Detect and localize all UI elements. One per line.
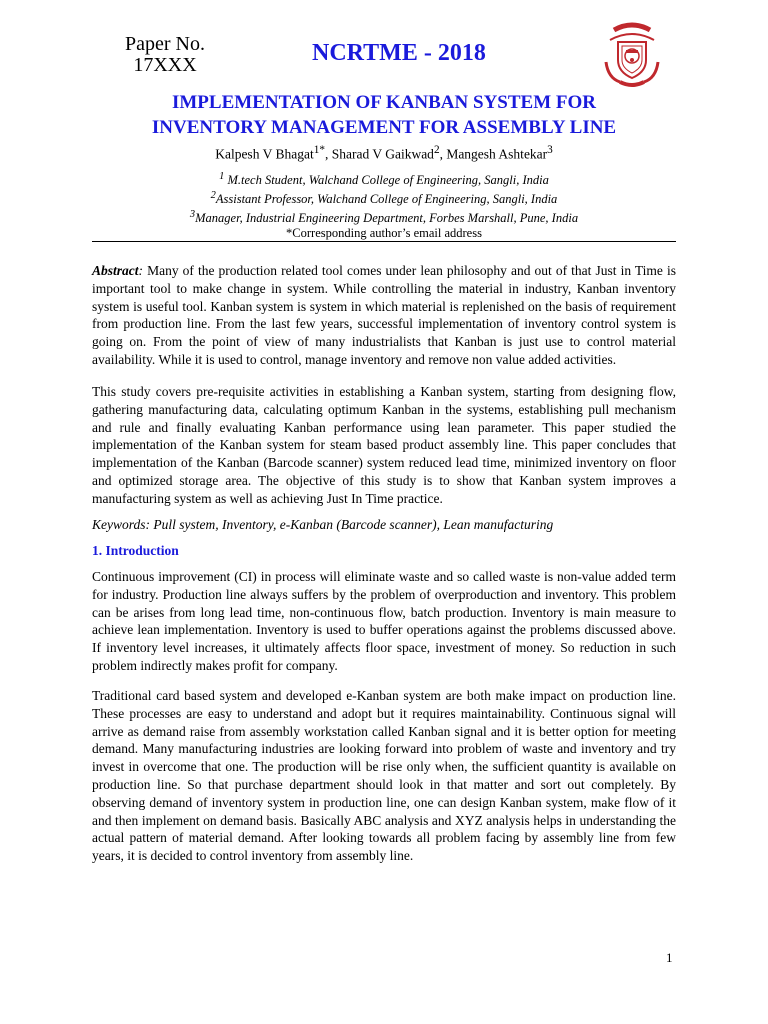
section-heading: 1. Introduction <box>92 543 179 558</box>
keywords: Keywords: Pull system, Inventory, e-Kanban (Barcode scanner), Lean manufacturing <box>92 517 554 532</box>
author-list <box>80 144 688 163</box>
affiliations <box>80 169 688 241</box>
author-affiliation-mark: 3 <box>547 144 553 156</box>
affiliation-mark: 3 <box>189 209 196 221</box>
abstract-colon: : <box>138 263 148 278</box>
affiliation-line <box>80 188 688 207</box>
abstract-paragraph <box>92 262 676 369</box>
author-name: Mangesh Ashtekar <box>446 146 548 162</box>
title-line-1: IMPLEMENTATION OF KANBAN SYSTEM FOR <box>171 92 596 113</box>
author-separator: , <box>439 146 447 162</box>
page-number: 1 <box>666 950 673 965</box>
header-divider <box>92 241 676 242</box>
affiliation-text: M.tech Student, Walchand College of Engineering, Sangli, India <box>224 173 549 188</box>
abstract-paragraph: This study covers pre-requisite activities in establishing a Kanban system, starting from designing flow, gathering manufacturing data, calculating optimum Kanban in the systems, establishing pull mechanism and rule and finally evaluating Kanban performance using lean parameter. This paper studied the implementation of the Kanban system for steam based product assembly line. This paper concludes that implementation of the Kanban (Barcode scanner) system reduced lead time, minimized inventory on floor and optimized storage area. The objective of this study is to show that Kanban system improves a manufacturing system as well as achieving Just In Time practice. <box>92 384 676 506</box>
body-paragraph: Traditional card based system and developed e-Kanban system are both make impact on production line. These processes are easy to understand and adopt but it requires maintainability. Continuous signal will arrive as demand raise from assembly workstation called Kanban signal and it is better option for meeting demand. Many manufacturing industries are looking forward into problem of waste and inventory and try invest in overcome that one. The production will be rise only when, the sufficient quantity is available on production line. So that purchase department should look in that matter and sort out completely. By observing demand of inventory system in production line, one can design Kanban system, make flow of it and then implement on demand basis. Basically ABC analysis and XYZ analysis helps in understanding the actual pattern of material demand. After looking towards all problem facing by assembly line from few years, it is decided to control inventory from assembly line. <box>92 688 676 864</box>
body-paragraph: Continuous improvement (CI) in process will eliminate waste and so called waste is non-value added term for industry. Production line always suffers by the problem of overproduction and inventory. This problem can be arises from long lead time, non-continuous flow, batch production. Inventory is main measure to achieve lean implementation. Inventory is used to buffer operations against the problems discussed above. If inventory level increases, it ultimately affects floor space, investment of money. So reduction in such problem indirectly makes profit for company. <box>92 569 676 673</box>
author-name: Kalpesh V Bhagat <box>215 146 314 162</box>
affiliation-mark: 1 <box>219 171 225 182</box>
abstract-label: Abstract <box>92 263 139 278</box>
page-header <box>0 0 768 90</box>
author-affiliation-mark: 2 <box>433 144 440 156</box>
conference-name: NCRTME - 2018 <box>312 40 486 66</box>
abstract-text: Many of the production related tool comes under lean philosophy and out of that Just in Time is important tool to make change in system. While controlling the material in industry, Kanban inventory system is useful tool. Kanban system is system in which material is replenished on the basis of requirement from production line. From the last few years, successful implementation of inventory control system is going on. From the point of view of many industrialists that Kanban is just use to control material availability. While it is used to control, manage inventory and remove non value added activities. <box>92 263 676 367</box>
paper-number <box>110 34 220 76</box>
paper-title <box>80 90 688 140</box>
author-affiliation-mark: 1* <box>313 144 325 156</box>
college-crest-icon <box>596 16 668 88</box>
title-line-2: INVENTORY MANAGEMENT FOR ASSEMBLY LINE <box>151 117 617 138</box>
affiliation-line <box>80 169 688 188</box>
author-separator: , <box>324 146 332 162</box>
paper-number-value: 17XXX <box>133 54 197 76</box>
affiliation-text: Manager, Industrial Engineering Department, Forbes Marshall, Pune, India <box>195 211 579 226</box>
affiliation-mark: 2 <box>210 190 216 202</box>
affiliation-line <box>80 207 688 226</box>
affiliation-text: Assistant Professor, Walchand College of Engineering, Sangli, India <box>215 192 558 207</box>
paper-number-label: Paper No. <box>125 33 205 55</box>
corresponding-author: *Corresponding author’s email address <box>286 226 482 241</box>
author-name: Sharad V Gaikwad <box>331 146 434 162</box>
